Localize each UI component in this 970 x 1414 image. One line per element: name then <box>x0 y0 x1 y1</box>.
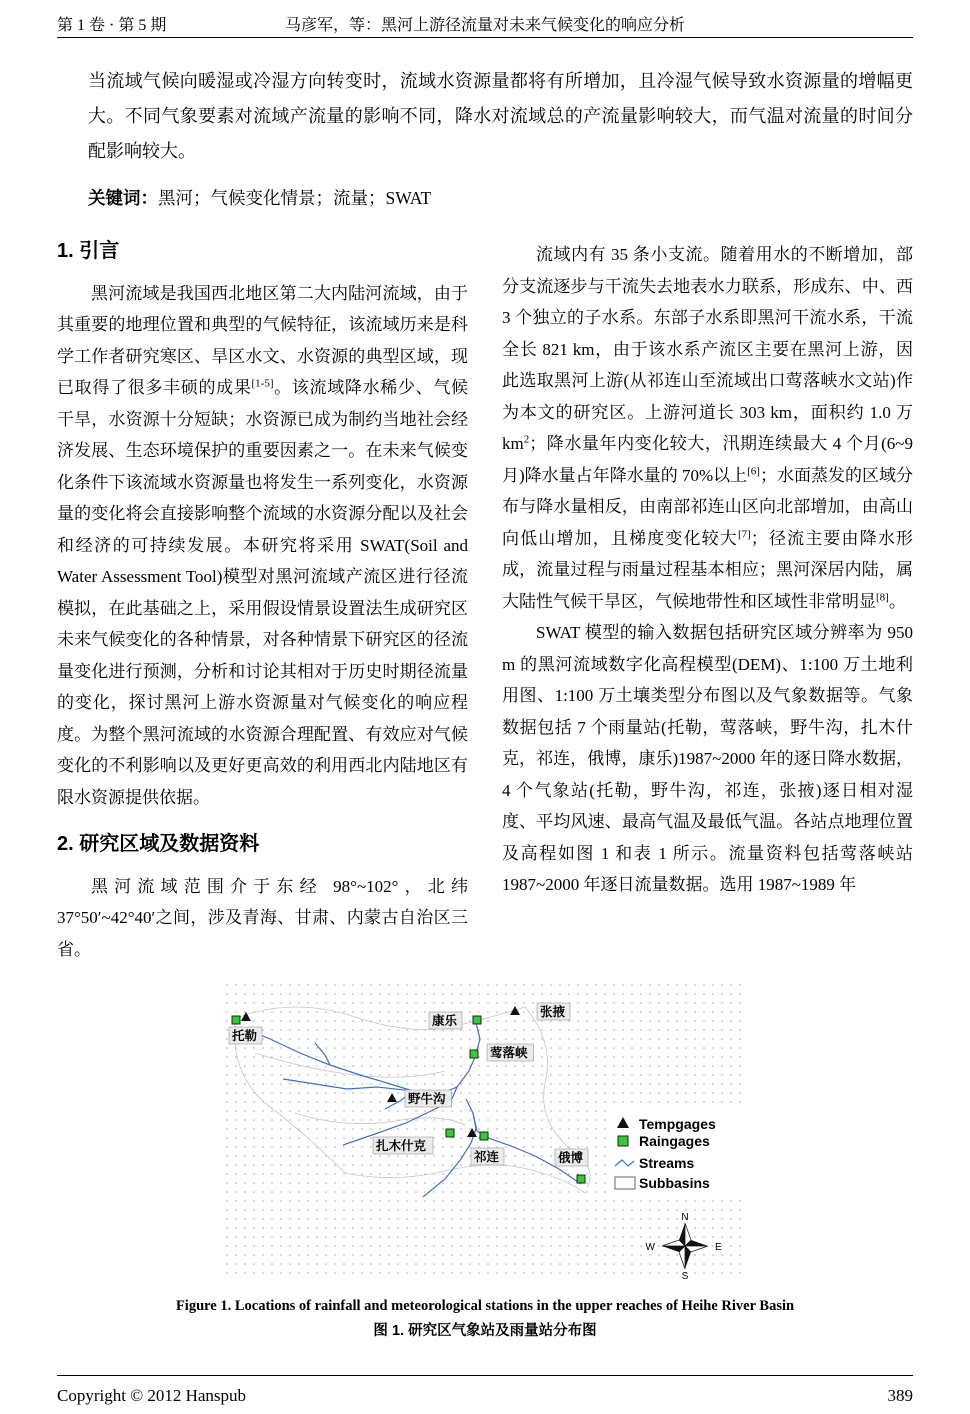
station-label: 莺落峡 <box>490 1046 528 1060</box>
legend-raingage-icon <box>618 1136 628 1146</box>
figure-caption <box>57 1298 913 1340</box>
two-column-body <box>57 236 913 965</box>
station-label: 俄博 <box>558 1151 584 1165</box>
legend-subbasins-label: Subbasins <box>639 1175 710 1191</box>
header-issue: 第 1 卷 · 第 5 期 <box>57 17 167 34</box>
legend-subbasins-icon <box>615 1177 635 1189</box>
compass-e-label: E <box>715 1242 722 1253</box>
compass-n-label: N <box>681 1212 689 1223</box>
section-2-heading: 2. 研究区域及数据资料 <box>57 833 260 855</box>
right-paragraph-2: SWAT 模型的输入数据包括研究区域分辨率为 950 m 的黑河流域数字化高程模型(DEM)、1:100 万土地利用图、1:100 万土壤类型分布图以及气象数据等。气象数据包括 7 个雨量站(托勒，莺落峡，野牛沟，扎木什克，祁连，俄博，康乐)1987~2000 年的逐日降水数据，4 个气象站(托勒，野牛沟，祁连，张掖)逐日相对湿度、平均风速、最高气温及最低气温。各站点地理位置及高程如图 1 和表 1 所示。流量资料包括莺落峡站 1987~2000 年逐日流量数据。选用 1987~1989 年 <box>502 623 913 894</box>
page-header <box>57 10 913 38</box>
station-label: 张掖 <box>540 1005 566 1019</box>
raingage-marker-icon <box>577 1175 585 1183</box>
figure-caption-en: Figure 1. Locations of rainfall and meteorological stations in the upper reaches of Heihe River Basin <box>175 1298 795 1314</box>
section-2-paragraph: 黑河流域范围介于东经 98°~102°，北纬 37°50′~42°40′之间，涉及青海、甘肃、内蒙古自治区三省。 <box>57 876 468 959</box>
section-1-heading: 1. 引言 <box>57 240 120 262</box>
legend-raingages-label: Raingages <box>639 1133 710 1149</box>
page-number: 389 <box>887 1386 913 1405</box>
legend-tempgages-label: Tempgages <box>639 1116 716 1132</box>
station-label: 祁连 <box>474 1150 500 1164</box>
station-label: 托勒 <box>232 1029 258 1043</box>
keywords-text: 黑河；气候变化情景；流量；SWAT <box>158 188 432 208</box>
compass-s-label: S <box>681 1271 689 1281</box>
raingage-marker-icon <box>480 1132 488 1140</box>
raingage-marker-icon <box>473 1016 481 1024</box>
header-running-title: 马彦军，等：黑河上游径流量对未来气候变化的响应分析 <box>284 17 685 34</box>
legend-streams-label: Streams <box>639 1155 695 1171</box>
station-label: 扎木什克 <box>376 1139 427 1153</box>
page-footer <box>57 1375 913 1406</box>
figure-caption-zh: 图 1. 研究区气象站及雨量站分布图 <box>373 1323 597 1339</box>
right-paragraph-1: 流域内有 35 条小支流。随着用水的不断增加，部分支流逐步与干流失去地表水力联系，形成东、中、西 3 个独立的子水系。东部子水系即黑河干流水系，干流全长 821 km，由于该水系产流区主要在黑河上游，因此选取黑河上游(从祁连山至流域出口莺落峡水文站)作为本文的研究区。上游河道长 303 km，面积约 1.0 万 $km^2$；降水量年内变化较大，汛期连续最大 4 个月(6~9 月)降水量占年降水量的 70%以上[6]；水面蒸发的区域分布与降水量相反，由南部祁连山区向北部增加，由高山向低山增加，且梯度变化较大[7]；径流主要由降水形成，流量过程与雨量过程基本相应；黑河深居内陆，属大陆性气候干旱区，气候地带性和区域性非常明显[8]。 <box>502 245 914 611</box>
raingage-marker-icon <box>232 1016 240 1024</box>
right-column <box>502 236 913 965</box>
raingage-marker-icon <box>446 1129 454 1137</box>
left-column <box>57 236 468 965</box>
raingage-marker-icon <box>470 1050 478 1058</box>
map-svg <box>225 983 745 1281</box>
map-legend <box>609 1109 741 1199</box>
keywords-line <box>88 185 913 210</box>
section-1-paragraph: 黑河流域是我国西北地区第二大内陆河流域，由于其重要的地理位置和典型的气候特征，该流域历来是科学工作者研究寒区、旱区水文、水资源的典型区域，现已取得了很多丰硕的成果[1-5]。该流域降水稀少、气候干旱，水资源十分短缺；水资源已成为制约当地社会经济发展、生态环境保护的重要因素之一。在未来气候变化条件下该流域水资源量也将发生一系列变化，水资源量的变化将会直接影响整个流域的水资源分配以及社会和经济的可持续发展。本研究将采用 SWAT(Soil and Water Assessment Tool)模型对黑河流域产流区进行径流模拟，在此基础之上，采用假设情景设置法生成研究区未来气候变化的各种情景，对各种情景下研究区的径流量变化进行预测，分析和讨论其相对于历史时期径流量的变化，探讨黑河上游水资源量对气候变化的响应程度。为整个黑河流域的水资源合理配置、有效应对气候变化的不利影响以及更好更高效的利用西北内陆地区有限水资源提供依据。 <box>57 283 468 807</box>
compass-w-label: W <box>645 1242 655 1253</box>
station-label: 野牛沟 <box>408 1092 446 1106</box>
study-area-map <box>225 983 745 1286</box>
figure-1 <box>57 983 913 1340</box>
abstract-paragraph: 当流域气候向暖湿或冷湿方向转变时，流域水资源量都将有所增加，且冷湿气候导致水资源量的增幅更大。不同气象要素对流域产流量的影响不同，降水对流域总的产流量影响较大，而气温对流量的时间分配影响较大。 <box>88 71 913 161</box>
keywords-label: 关键词： <box>88 188 158 208</box>
copyright-text: Copyright © 2012 Hanspub <box>57 1386 247 1405</box>
station-label: 康乐 <box>432 1014 458 1028</box>
